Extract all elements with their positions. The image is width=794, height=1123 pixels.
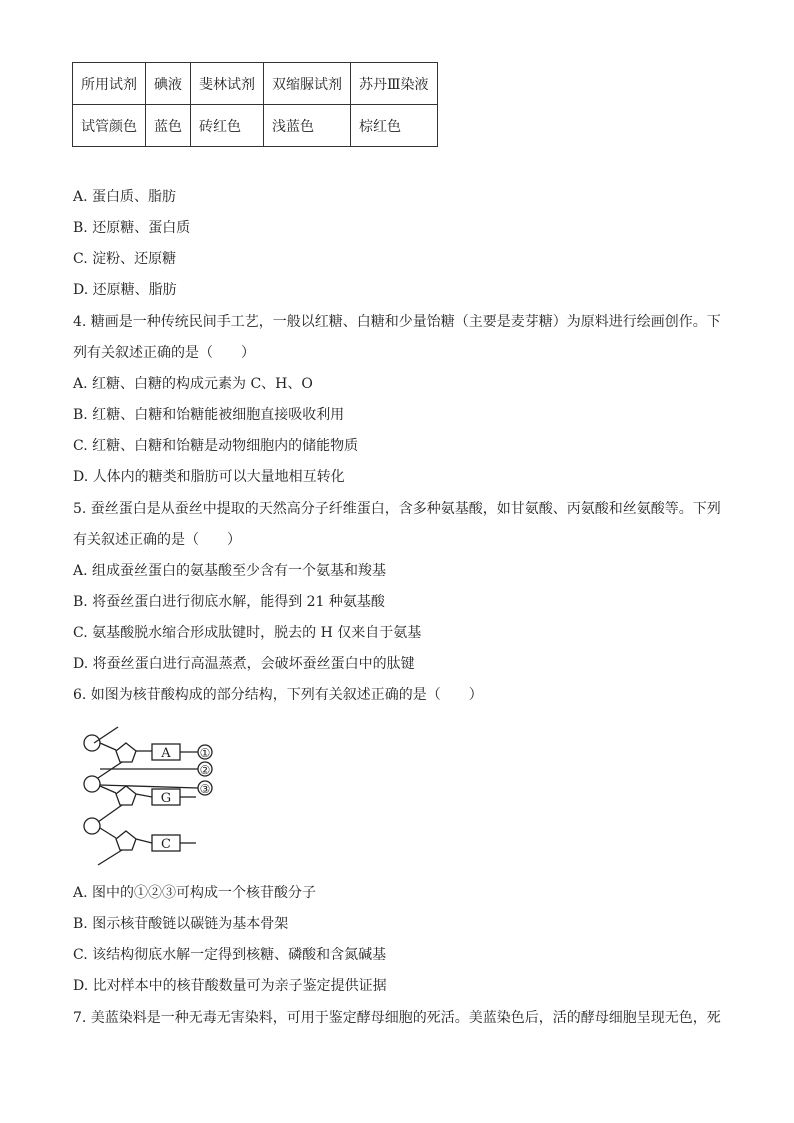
q3-option-a: A. 蛋白质、脂肪 xyxy=(73,189,177,205)
q6-option-c: C. 该结构彻底水解一定得到核糖、磷酸和含氮碱基 xyxy=(73,947,387,963)
table-row xyxy=(73,63,438,105)
reagent-color-table xyxy=(72,62,438,147)
q5-option-c: C. 氨基酸脱水缩合形成肽键时，脱去的 H 仅来自于氨基 xyxy=(73,625,422,641)
q3-option-b: B. 还原糖、蛋白质 xyxy=(73,220,191,236)
backbone-bond xyxy=(98,762,122,778)
table-row xyxy=(73,105,438,147)
marker-line xyxy=(100,785,198,788)
table-cell: 试管颜色 xyxy=(73,105,146,147)
backbone-bond xyxy=(98,850,122,865)
base-bond xyxy=(136,839,152,843)
q6-option-b: B. 图示核苷酸链以碳链为基本骨架 xyxy=(73,916,289,932)
q4-option-d: D. 人体内的糖类和脂肪可以大量地相互转化 xyxy=(73,469,345,485)
table-cell: 浅蓝色 xyxy=(264,105,351,147)
q6-option-a: A. 图中的①②③可构成一个核苷酸分子 xyxy=(73,885,317,901)
nucleotide-chain-svg xyxy=(78,722,258,870)
nucleotide-chain-diagram xyxy=(78,722,258,870)
marker-2-label: ② xyxy=(199,763,211,777)
q3-option-c: C. 淀粉、还原糖 xyxy=(73,251,177,267)
marker-1-label: ① xyxy=(199,746,211,760)
table-cell: 斐林试剂 xyxy=(191,63,264,105)
table-cell: 砖红色 xyxy=(191,105,264,147)
q5-option-b: B. 将蚕丝蛋白进行彻底水解，能得到 21 种氨基酸 xyxy=(73,594,385,610)
q4-option-a: A. 红糖、白糖的构成元素为 C、H、O xyxy=(73,376,313,392)
phosphate-circle xyxy=(84,776,100,792)
q4-option-b: B. 红糖、白糖和饴糖能被细胞直接吸收利用 xyxy=(73,407,345,423)
table-cell: 所用试剂 xyxy=(73,63,146,105)
backbone-bond xyxy=(98,805,122,822)
q6-option-d: D. 比对样本中的核苷酸数量可为亲子鉴定提供证据 xyxy=(73,978,387,994)
base-label-g: G xyxy=(160,791,172,806)
marker-3-label: ③ xyxy=(199,782,211,796)
q5-option-a: A. 组成蚕丝蛋白的氨基酸至少含有一个氨基和羧基 xyxy=(73,563,387,579)
sugar-pentagon xyxy=(116,743,136,762)
backbone-bond xyxy=(100,743,116,750)
backbone-bond xyxy=(100,786,116,793)
q4-option-c: C. 红糖、白糖和饴糖是动物细胞内的储能物质 xyxy=(73,438,359,454)
table-cell: 双缩脲试剂 xyxy=(264,63,351,105)
q3-option-d: D. 还原糖、脂肪 xyxy=(73,282,177,298)
backbone-bond xyxy=(94,727,118,743)
q4-stem-line1: 4. 糖画是一种传统民间手工艺，一般以红糖、白糖和少量饴糖（主要是麦芽糖）为原料进行绘画创作。下 xyxy=(73,314,721,330)
q4-stem-line2: 列有关叙述正确的是（ ） xyxy=(73,345,255,361)
q5-option-d: D. 将蚕丝蛋白进行高温蒸煮，会破坏蚕丝蛋白中的肽键 xyxy=(73,656,415,672)
q7-stem-line1: 7. 美蓝染料是一种无毒无害染料，可用于鉴定酵母细胞的死活。美蓝染色后，活的酵母细胞呈现无色，死 xyxy=(73,1010,721,1026)
sugar-pentagon xyxy=(116,831,136,850)
q5-stem-line2: 有关叙述正确的是（ ） xyxy=(73,532,241,548)
base-label-c: C xyxy=(161,837,171,852)
backbone-bond xyxy=(100,828,116,838)
table-cell: 苏丹Ⅲ染液 xyxy=(351,63,438,105)
table-cell: 蓝色 xyxy=(146,105,191,147)
table-cell: 棕红色 xyxy=(351,105,438,147)
q5-stem-line1: 5. 蚕丝蛋白是从蚕丝中提取的天然高分子纤维蛋白，含多种氨基酸，如甘氨酸、丙氨酸和丝氨酸等。下列 xyxy=(73,501,721,517)
sugar-pentagon xyxy=(116,786,136,805)
base-bond xyxy=(136,794,152,797)
phosphate-circle xyxy=(84,818,100,834)
table-cell: 碘液 xyxy=(146,63,191,105)
phosphate-circle xyxy=(84,735,100,751)
base-label-a: A xyxy=(161,746,171,761)
q6-stem: 6. 如图为核苷酸构成的部分结构，下列有关叙述正确的是（ ） xyxy=(73,687,483,703)
